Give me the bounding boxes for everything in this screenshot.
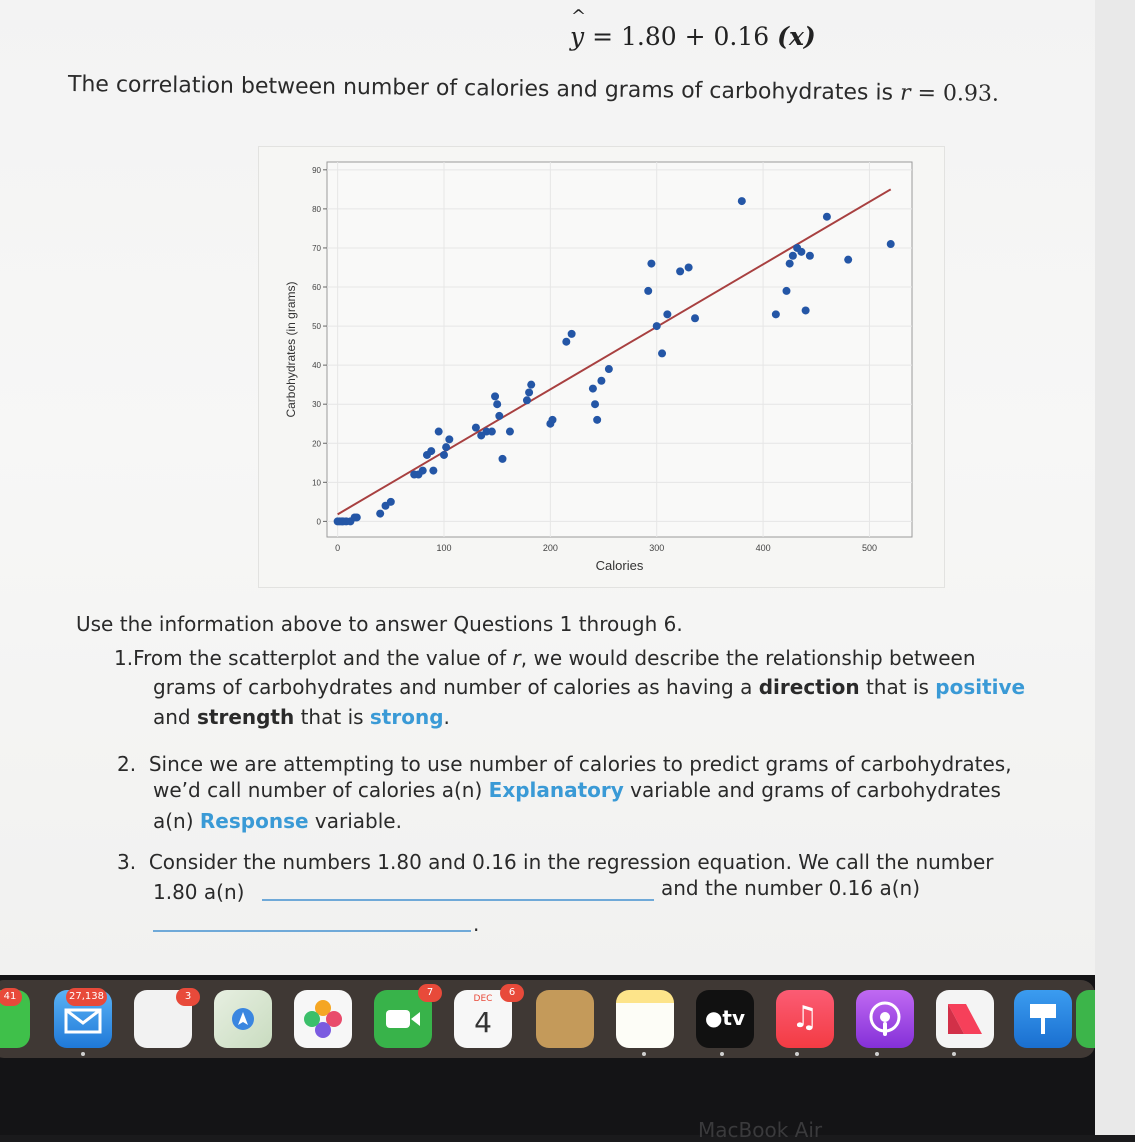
calendar-month: DEC	[473, 994, 493, 1004]
data-point	[806, 252, 814, 260]
q2-text-d: variable.	[308, 809, 402, 833]
news-icon	[936, 990, 994, 1048]
data-point	[589, 385, 597, 393]
question-3-a-label: 1.80 a(n)	[153, 880, 245, 904]
data-point	[658, 349, 666, 357]
dock-podcasts-icon[interactable]	[856, 990, 914, 1048]
x-tick-label: 300	[649, 543, 665, 553]
q1-direction-word: direction	[758, 675, 860, 699]
data-point	[789, 252, 797, 260]
q1-r-symbol: r	[512, 646, 521, 670]
dock-reminders-icon[interactable]	[134, 990, 192, 1048]
q1-answer-positive[interactable]: positive	[935, 675, 1026, 699]
running-indicator	[952, 1052, 956, 1056]
data-point	[419, 467, 427, 475]
data-point	[387, 498, 395, 506]
data-point	[506, 428, 514, 436]
x-tick-label: 500	[861, 543, 877, 553]
running-indicator	[81, 1052, 85, 1056]
q1-strength-word: strength	[196, 705, 295, 729]
data-point	[647, 260, 655, 268]
q2-answer-response[interactable]: Response	[199, 809, 309, 833]
data-point	[488, 428, 496, 436]
y-tick-label: 10	[312, 478, 321, 488]
dock-facetime-icon[interactable]	[374, 987, 434, 1048]
data-point	[495, 412, 503, 420]
dock-calendar-icon[interactable]	[454, 987, 516, 1048]
y-tick-label: 80	[312, 204, 321, 214]
q2-answer-explanatory[interactable]: Explanatory	[488, 778, 624, 802]
podium-icon	[1014, 990, 1072, 1048]
podcast-icon	[856, 990, 914, 1048]
equation-variable: (x)	[777, 22, 816, 51]
q1-text-f: that is	[294, 705, 370, 729]
running-indicator	[875, 1052, 879, 1056]
data-point	[887, 240, 895, 248]
dock-maps-icon[interactable]	[214, 990, 272, 1048]
data-point	[605, 365, 613, 373]
question-3-number: 3.	[117, 850, 137, 874]
running-indicator	[795, 1052, 799, 1056]
data-point	[593, 416, 601, 424]
data-point	[376, 510, 384, 518]
y-hat-symbol: ^ y	[570, 22, 584, 51]
music-note-icon: ♫	[791, 1000, 819, 1035]
y-tick-label: 0	[316, 517, 321, 527]
data-point	[442, 443, 450, 451]
data-point	[472, 424, 480, 432]
data-point	[844, 256, 852, 264]
y-tick-label: 20	[312, 439, 321, 449]
q1-text-d: that is	[859, 675, 936, 699]
data-point	[797, 248, 805, 256]
q2-text-line1: Since we are attempting to use number of calories to predict grams of carbohydrates,	[148, 752, 1012, 776]
q3-period: .	[473, 912, 480, 936]
dock-mail-icon[interactable]	[54, 990, 112, 1048]
dock-numbers-icon[interactable]	[1076, 990, 1095, 1048]
question-3-line-1	[117, 850, 994, 874]
dock-news-icon[interactable]	[936, 990, 994, 1048]
q1-text-e: and	[153, 705, 197, 729]
r-value: 0.93.	[942, 81, 1000, 107]
question-1-line-1	[114, 646, 976, 670]
y-tick-label: 90	[312, 165, 321, 175]
instructions: Use the information above to answer Questions 1 through 6.	[76, 612, 683, 636]
data-point	[440, 451, 448, 459]
running-indicator	[642, 1052, 646, 1056]
correlation-text: The correlation between number of calories and grams of carbohydrates is	[67, 72, 901, 106]
data-point	[823, 213, 831, 221]
apple-logo-icon: ●	[704, 1006, 723, 1030]
correlation-statement	[68, 72, 999, 107]
x-tick-label: 400	[755, 543, 771, 553]
data-point	[525, 388, 533, 396]
data-point	[782, 287, 790, 295]
data-point	[562, 338, 570, 346]
q3-answer-blank-1[interactable]	[262, 899, 654, 901]
data-point	[427, 447, 435, 455]
data-point	[802, 306, 810, 314]
calendar-day: 4	[474, 1006, 492, 1039]
reminders-badge: 3	[176, 988, 200, 1006]
data-point	[429, 467, 437, 475]
data-point	[653, 322, 661, 330]
data-point	[685, 263, 693, 271]
x-axis-label: Calories	[595, 558, 644, 573]
question-2-line-2	[153, 778, 1001, 802]
running-indicator	[720, 1052, 724, 1056]
dock-music-icon[interactable]	[776, 990, 834, 1048]
q1-text-b: , we would describe the relationship between	[520, 646, 976, 670]
question-1-number: 1.	[114, 646, 134, 670]
dock-contacts-icon[interactable]	[536, 990, 594, 1048]
equation-slope: 0.16	[713, 22, 770, 51]
data-point	[691, 314, 699, 322]
dock-photos-icon[interactable]	[294, 990, 352, 1048]
y-tick-label: 30	[312, 400, 321, 410]
data-point	[353, 513, 361, 521]
tv-text: tv	[722, 1006, 746, 1030]
messages-badge: 41	[0, 988, 22, 1006]
y-axis-label: Carbohydrates (in grams)	[284, 281, 298, 418]
q2-text-a: we’d call number of calories a(n)	[153, 778, 489, 802]
y-tick-label: 50	[312, 322, 321, 332]
q3-answer-blank-2[interactable]	[153, 930, 471, 932]
data-point	[786, 260, 794, 268]
map-pin-icon	[214, 990, 272, 1048]
x-tick-label: 200	[542, 543, 558, 553]
question-2-line-1	[117, 752, 1012, 776]
device-label: MacBook Air	[698, 1118, 823, 1142]
data-point	[772, 310, 780, 318]
plus-sign: +	[676, 22, 714, 51]
question-2-line-3	[153, 809, 402, 833]
q3-text-line1: Consider the numbers 1.80 and 0.16 in the regression equation. We call the number	[148, 850, 994, 874]
y-tick-label: 60	[312, 283, 321, 292]
data-point	[568, 330, 576, 338]
tv-label	[696, 1006, 754, 1030]
data-point	[523, 396, 531, 404]
question-1-line-2	[153, 675, 1025, 699]
data-point	[597, 377, 605, 385]
data-point	[491, 392, 499, 400]
data-point	[493, 400, 501, 408]
data-point	[663, 310, 671, 318]
calendar-badge: 6	[500, 984, 524, 1002]
x-tick-label: 0	[335, 543, 341, 553]
data-point	[676, 267, 684, 275]
dock-messages-icon[interactable]	[0, 990, 30, 1048]
dock-keynote-icon[interactable]	[1014, 990, 1072, 1048]
question-2-number: 2.	[117, 752, 137, 776]
equation-intercept: 1.80	[620, 22, 677, 51]
question-1-line-3	[153, 705, 450, 729]
q1-answer-strong[interactable]: strong	[369, 705, 444, 729]
scatterplot	[259, 147, 944, 587]
y-tick-label: 70	[312, 243, 321, 253]
question-3-b-label: and the number 0.16 a(n)	[661, 876, 921, 900]
data-point	[445, 435, 453, 443]
equals-sign: =	[584, 22, 621, 51]
facetime-badge: 7	[418, 984, 442, 1002]
r-equals: =	[910, 80, 944, 107]
data-point	[527, 381, 535, 389]
q2-text-c: a(n)	[153, 809, 200, 833]
x-tick-label: 100	[436, 543, 452, 553]
photos-flower-icon	[294, 990, 352, 1048]
q2-text-b: variable and grams of carbohydrates	[623, 778, 1001, 802]
y-tick-label: 40	[312, 361, 321, 371]
dock-notes-icon[interactable]	[616, 990, 674, 1048]
q1-period: .	[443, 705, 450, 729]
q1-text-c: grams of carbohydrates and number of calories as having a	[153, 675, 759, 699]
data-point	[548, 416, 556, 424]
q1-text-a: From the scatterplot and the value of	[133, 646, 513, 670]
mail-badge: 27,138	[66, 988, 107, 1006]
data-point	[435, 428, 443, 436]
dock-tv-icon[interactable]	[696, 990, 754, 1048]
regression-equation	[570, 22, 816, 51]
scatterplot-frame	[258, 146, 945, 588]
screen-edge	[1095, 0, 1135, 1135]
data-point	[499, 455, 507, 463]
r-symbol: r	[899, 80, 911, 106]
data-point	[644, 287, 652, 295]
data-point	[738, 197, 746, 205]
data-point	[591, 400, 599, 408]
